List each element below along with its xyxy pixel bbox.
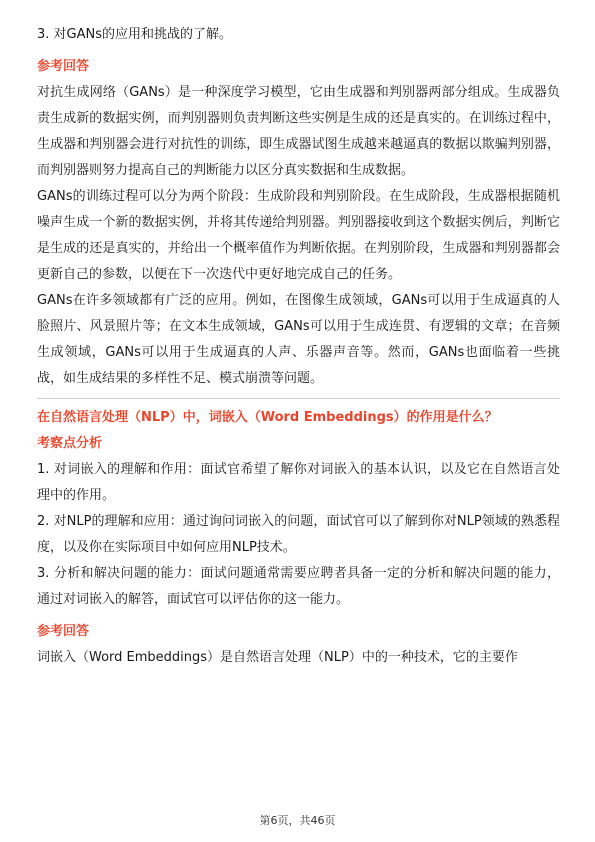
document-page bbox=[37, 22, 560, 671]
answer-paragraph-1: 对抗生成网络（GANs）是一种深度学习模型，它由生成器和判别器两部分组成。生成器负责生成新的数据实例，而判别器则负责判断这些实例是生成的还是真实的。在训练过程中，生成器和判别器会进行对抗性的训练，即生成器试图生成越来越逼真的数据以欺骗判别器，而判别器则努力提高自己的判断能力以区分真实数据和生成数据。 bbox=[37, 85, 560, 178]
answer2-heading: 参考回答 bbox=[37, 624, 90, 639]
answer-heading: 参考回答 bbox=[37, 59, 90, 74]
question-heading: 在自然语言处理（NLP）中，词嵌入（Word Embeddings）的作用是什么？ bbox=[37, 410, 498, 425]
answer-paragraph-3: GANs在许多领域都有广泛的应用。例如，在图像生成领域，GANs可以用于生成逼真的人脸照片、风景照片等；在文本生成领域，GANs可以用于生成连贯、有逻辑的文章；在音频生成领域，GANs可以用于生成逼真的人声、乐器声音等。然而，GANs也面临着一些挑战，如生成结果的多样性不足、模式崩溃等问题。 bbox=[37, 293, 560, 386]
list-item-3: 3. 对GANs的应用和挑战的了解。 bbox=[37, 27, 233, 42]
analysis-item-1: 1. 对词嵌入的理解和作用：面试官希望了解你对词嵌入的基本认识，以及它在自然语言处理中的作用。 bbox=[37, 462, 560, 503]
answer2-paragraph-1: 词嵌入（Word Embeddings）是自然语言处理（NLP）中的一种技术，它的主要作 bbox=[37, 650, 518, 665]
answer-paragraph-2: GANs的训练过程可以分为两个阶段：生成阶段和判别阶段。在生成阶段，生成器根据随机噪声生成一个新的数据实例，并将其传递给判别器。判别器接收到这个数据实例后，判断它是生成的还是真实的，并给出一个概率值作为判断依据。在判别阶段，生成器和判别器都会更新自己的参数，以便在下一次迭代中更好地完成自己的任务。 bbox=[37, 189, 560, 282]
analysis-heading: 考察点分析 bbox=[37, 436, 103, 451]
page-footer: 第6页，共46页 bbox=[259, 814, 336, 827]
analysis-item-2: 2. 对NLP的理解和应用：通过询问词嵌入的问题，面试官可以了解到你对NLP领域的熟悉程度，以及你在实际项目中如何应用NLP技术。 bbox=[37, 514, 560, 555]
analysis-item-3: 3. 分析和解决问题的能力：面试问题通常需要应聘者具备一定的分析和解决问题的能力，通过对词嵌入的解答，面试官可以评估你的这一能力。 bbox=[37, 566, 560, 607]
section-divider bbox=[37, 398, 560, 399]
